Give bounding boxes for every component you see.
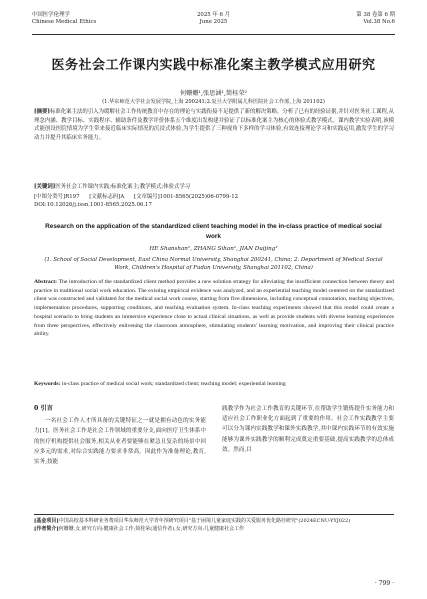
affiliation-en: (1. School of Social Development, East China Normal University, Shanghai 200241, China; 2. Department of Medical Social Work, Children's Hospital of Fudan University, Shanghai 201102, China) (44, 257, 383, 271)
abstract-en-label: Abstract: (34, 279, 58, 285)
document-code: [文献标志码]A (89, 194, 125, 200)
journal-name-en: Chinese Medical Ethics (32, 19, 97, 25)
keywords-cn-label: [关键词] (34, 184, 56, 190)
footnote-author (34, 526, 394, 534)
body-column-right (222, 404, 394, 455)
abstract-cn (34, 108, 394, 142)
affiliation-cn: (1.华东师范大学社会发展学院,上海 200241;2.复旦大学附属儿科医院社会工作部,上海 201102) (102, 99, 325, 105)
clc-number: [中图分类号]R197 (34, 194, 80, 200)
keywords-en (34, 380, 394, 389)
date-cn: 2025 年 6 月 (196, 12, 231, 18)
authors-en: HE Shanshan¹, ZHANG Sihan¹, JIAN Duijing² (149, 246, 278, 252)
footnote-author-label: [作者简介] (34, 525, 59, 532)
footnote-author-text: 何姗姗,女,研究方向:健康社会工作;简桂荣(通信作者),女,研究方向:儿童健康社会工作 (58, 525, 245, 532)
body-text-right: 践教学作为社会工作教育的关键环节,在帮助学生锻炼提升实务能力和适应社会工作职业化方面起到了重要的作用。社会工作实践教学主要可以分为课内实践教学和课外实践教学,其中课内实践环节的有效实施能够为课外实践教学的顺利完成奠定重要基础,提高实践教学的总体成效。然而,目 (222, 406, 394, 453)
doi: DOI:10.12026/j.issn.1001-8565.2025.06.17 (34, 202, 152, 208)
classification-line (34, 192, 394, 200)
keywords-en-text: in-class practice of medical social work; standardized client; teaching model; experiential learning (61, 381, 286, 387)
running-header (32, 8, 395, 35)
volume-en: Vol.38 No.6 (363, 19, 395, 25)
abstract-cn-text: 标准化案主法的引入为缓解社会工作传统教育中存在的理论与实践衔接不足提供了新的解决策略。分析了已有的经验证据,并针对医务社工课程,从理念内涵、教学目标、实践程序、辅助条件及教学评价体系五个维度出发构建并验证了以标准化案主为核心的体验式教学模式。课内教学实验表明,该模式能创设医院情境为学生带来接近临床实际情况的沉浸式体验,为学生提供了三种视角下多样的学习体验,有效连接理论学习和实践运用,激发学生的学习动力并提升其临床实务能力。 (34, 109, 394, 141)
abstract-cn-label: [摘要] (34, 109, 50, 115)
section-heading-introduction: 0 引言 (34, 405, 53, 412)
footnote-fund-label: [基金项目] (34, 518, 59, 524)
header-date (32, 12, 395, 26)
body-column-left (34, 404, 206, 467)
page-number: · 799 · (374, 580, 394, 587)
authors-cn: 何姗姗¹,张思涵¹,简桂荣² (179, 90, 248, 97)
abstract-en (34, 278, 394, 339)
footnote-fund (34, 518, 394, 526)
body-text-left: 一名社会工作人才所具备的关键特征之一就是拥有动色的实务能力[1]。医务社会工作是社会工作领域的重要分支,面向医疗卫生体系中的医疗机构提供社会服务,相关从业者要能够在紧急且复杂的场景中回应多元的需求,对综合实践能力要求非常高。因此作为准备理论,教育,实务,技能 (34, 418, 206, 466)
keywords-cn-text: 医务社会工作课内实践;标准化案主;教学模式;体验式学习 (55, 184, 191, 190)
volume-cn: 第 38 卷第 6 期 (356, 12, 395, 18)
header-volume (356, 12, 395, 26)
article-title-en: Research on the application of the standardized client teaching model in the in-class practice of medical social work (45, 223, 382, 240)
journal-name-cn: 中国医学伦理学 (32, 12, 70, 18)
article-number: [文章编号]1001-8565(2025)06-0799-12 (134, 194, 239, 200)
footnote-fund-text: 中国高校基本科研业务费项目华东师范大学青年预研究项目"基于困境儿童家庭实践的关爱服务优化路径研究"(2024ECNU-YYJ022) (58, 518, 351, 524)
abstract-en-text: The introduction of the standardized client method provides a new solution strategy for alleviating the insufficient connection between theory and practice in traditional social work education. The existing empirical evidence was analyzed, and an experiential teaching model centered on the standardized client was constructed and validated for the medical social work course, starting from five dimensions, including conceptual connotation, teaching objectives, implementation procedures, supporting conditions, and teaching evaluation system. In-class teaching experiments showed that this model could create a hospital scenario to bring students an immersive experience close to actual clinical situations, as well as provide students with diverse learning experiences from three perspectives, effectively enlivening the classroom atmosphere, stimulating students' learning motivation, and improving their clinical practice ability. (34, 279, 394, 338)
footnote (34, 514, 394, 533)
keywords-cn (34, 182, 394, 190)
keywords-en-label: Keywords: (34, 381, 61, 387)
article-title-cn: 医务社会工作课内实践中标准化案主教学模式应用研究 (51, 58, 376, 73)
date-en: June 2025 (199, 19, 228, 25)
